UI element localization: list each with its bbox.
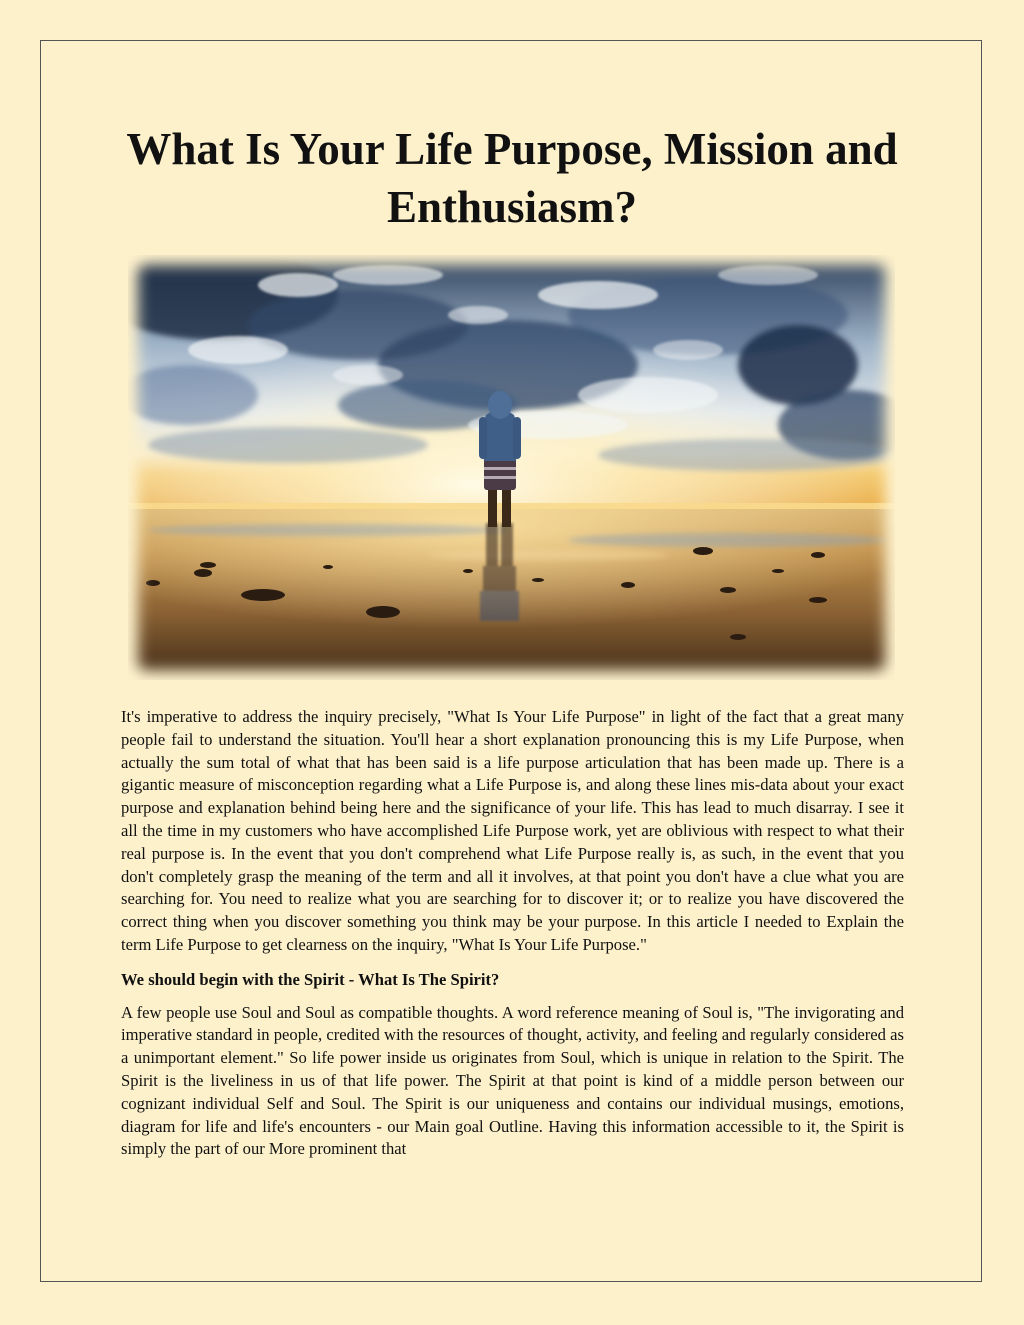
hero-image — [128, 255, 895, 680]
beach-sunset-illustration — [128, 255, 895, 680]
document-title: What Is Your Life Purpose, Mission and Enthusiasm? — [126, 124, 898, 232]
article-body — [121, 706, 904, 1161]
paragraph-spirit: A few people use Soul and Soul as compatible thoughts. A word reference meaning of Soul is, "The invigorating and imperative standard in people, credited with the resources of thought, activity, and feeling and regularly considered as a unimportant element." So life power inside us originates from Soul, which is unique in relation to the Spirit. The Spirit is the liveliness in us of that life power. The Spirit at that point is kind of a middle person between our cognizant individual Self and Soul. The Spirit is our uniqueness and contains our individual musings, emotions, diagram for life and life's encounters - our Main goal Outline. Having this information accessible to it, the Spirit is simply the part of our More prominent that — [121, 1002, 904, 1159]
section-heading: We should begin with the Spirit - What Is The Spirit? — [121, 969, 500, 989]
paragraph-intro: It's imperative to address the inquiry precisely, "What Is Your Life Purpose" in light of the fact that a great many people fail to understand the situation. You'll hear a short explanation pronouncing this is my Life Purpose, when actually the sum total of what that has been said is a life purpose articulation that has been made up. There is a gigantic measure of misconception regarding what a Life Purpose is, and along these lines mis-data about your exact purpose and explanation behind being here and the significance of your life. This has lead to much disarray. I see it all the time in my customers who have accomplished Life Purpose work, yet are oblivious with respect to what their real purpose is. In the event that you don't comprehend what Life Purpose really is, as such, in the event that you don't completely grasp the meaning of the term and all it involves, at that point you don't have a clue what you are searching for. You need to realize what you are searching for to discover it; or to realize you have discovered the correct thing when you discover something you think may be your purpose. In this article I needed to Explain the term Life Purpose to get clearness on the inquiry, "What Is Your Life Purpose." — [121, 707, 904, 954]
